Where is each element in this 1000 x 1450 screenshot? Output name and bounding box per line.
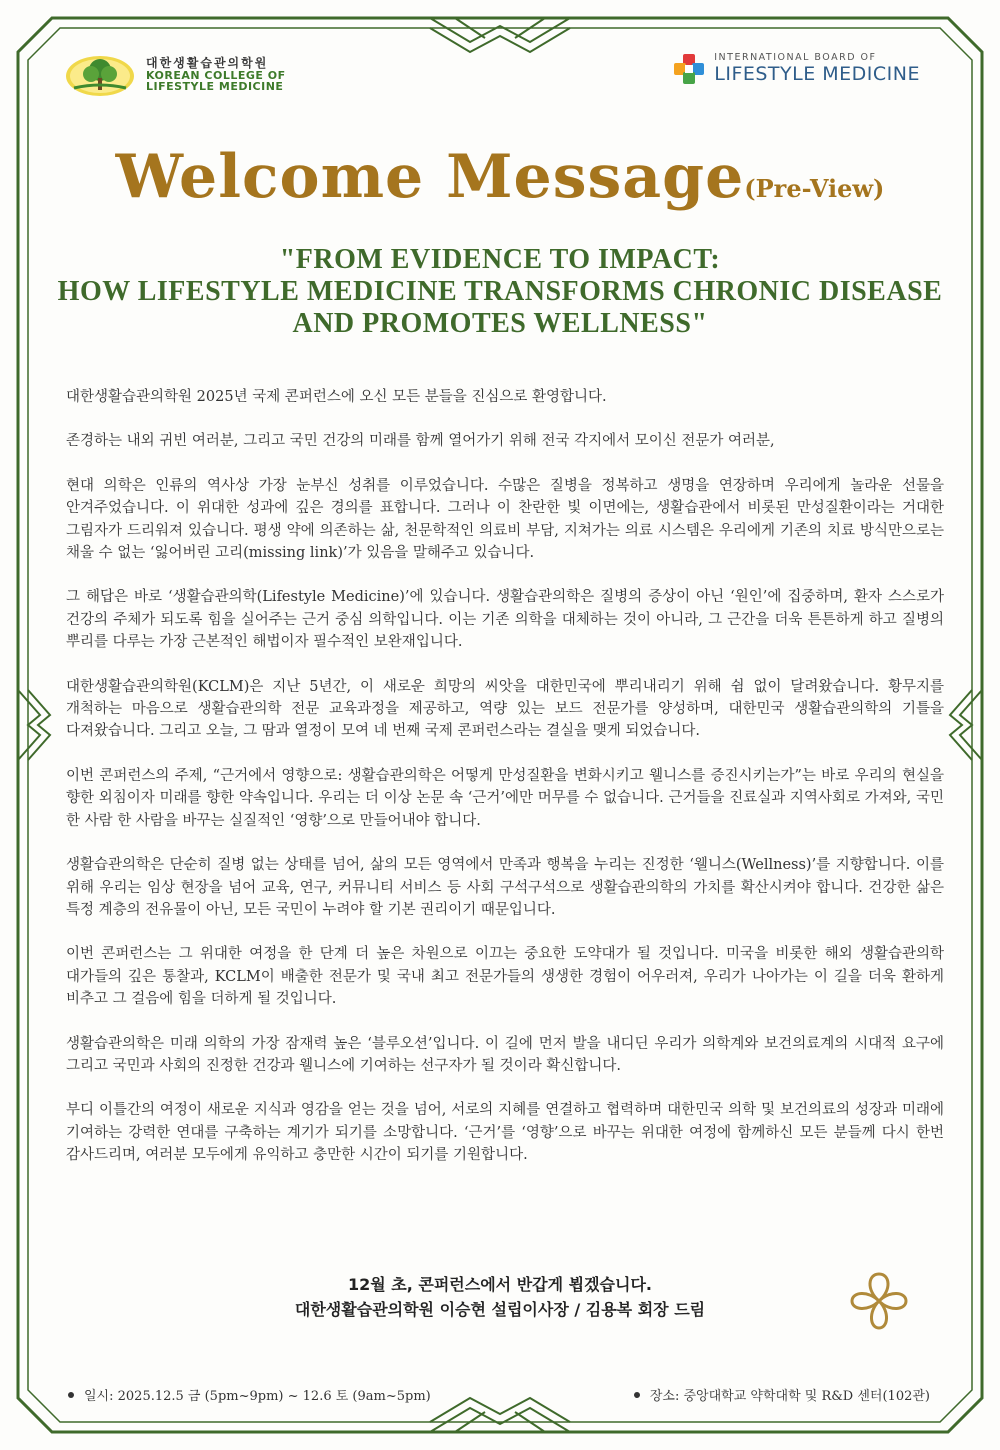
bullet-icon <box>634 1392 640 1398</box>
title-sub: (Pre-View) <box>744 174 885 203</box>
theme-line-1: "FROM EVIDENCE TO IMPACT: <box>279 244 721 275</box>
title-main: Welcome Message <box>115 142 745 212</box>
theme-line-3: AND PROMOTES WELLNESS" <box>292 308 708 339</box>
event-date <box>68 1385 431 1404</box>
paragraph: 생활습관의학은 미래 의학의 가장 잠재력 높은 ‘블루오션’입니다. 이 길에 먼저 발을 내디딘 우리가 의학계와 보건의료계의 시대적 요구에 그리고 국민과 사회의 진정한 건강과 웰니스에 기여하는 선구자가 될 것이라 확신합니다. <box>66 1035 944 1074</box>
kclm-english-line1: KOREAN COLLEGE OF <box>146 68 286 82</box>
paragraph: 현대 의학은 인류의 역사상 가장 눈부신 성취를 이루었습니다. 수많은 질병을 정복하고 생명을 연장하며 우리에게 놀라운 선물을 안겨주었습니다. 이 위대한 성과에 깊은 경의를 표합니다. 그러나 이 찬란한 빛 이면에는, 생활습관에서 비롯된 만성질환이라는 거대한 그림자가 드리워져 있습니다. 평생 약에 의존하는 삶, 천문학적인 의료비 부담, 지쳐가는 의료 시스템은 우리에게 기존의 치료 방식만으로는 채울 수 없는 ‘잃어버린 고리(missing link)’가 있음을 말해주고 있습니다. <box>66 477 944 562</box>
knot-ornament-icon <box>846 1268 912 1334</box>
paragraph: 대한생활습관의학원(KCLM)은 지난 5년간, 이 새로운 희망의 씨앗을 대한민국에 뿌리내리기 위해 쉼 없이 달려왔습니다. 황무지를 개척하는 마음으로 생활습관의학 전문 교육과정을 제공하고, 역량 있는 보드 전문가를 양성하며, 대한민국 생활습관의학의 기틀을 다져왔습니다. 그리고 오늘, 그 땀과 열정이 모여 네 번째 국제 콘퍼런스라는 결실을 맺게 되었습니다. <box>66 678 944 740</box>
paragraph: 생활습관의학은 단순히 질병 없는 상태를 넘어, 삶의 모든 영역에서 만족과 행복을 누리는 진정한 ‘웰니스(Wellness)’를 지향합니다. 이를 위해 우리는 임상 현장을 넘어 교육, 연구, 커뮤니티 서비스 등 사회 구석구석으로 생활습관의학의 가치를 확산시켜야 합니다. 건강한 삶은 특정 계층의 전유물이 아닌, 모든 국민이 누려야 할 기본 권리이기 때문입니다. <box>66 857 944 918</box>
conference-theme <box>40 244 960 340</box>
event-date-text: 일시: 2025.12.5 금 (5pm~9pm) ~ 12.6 토 (9am~5pm) <box>84 1389 431 1404</box>
iblm-line2: LIFESTYLE MEDICINE <box>714 62 920 85</box>
kclm-korean-name: 대한생활습관의학원 <box>146 56 269 71</box>
paragraph: 그 해답은 바로 ‘생활습관의학(Lifestyle Medicine)’에 있습니다. 생활습관의학은 질병의 증상이 아닌 ‘원인’에 집중하며, 환자 스스로가 건강의 주체가 되도록 힘을 실어주는 근거 중심 의학입니다. 이는 기존 의학을 대체하는 것이 아니라, 그 근간을 더욱 튼튼하게 하고 질병의 뿌리를 다루는 가장 근본적인 해법이자 필수적인 보완재입니다. <box>66 589 944 651</box>
paragraph: 부디 이틀간의 여정이 새로운 지식과 영감을 얻는 것을 넘어, 서로의 지혜를 연결하고 협력하며 대한민국 의학 및 보건의료의 성장과 미래에 기여하는 강력한 연대를 구축하는 계기가 되기를 소망합니다. ‘근거’를 ‘영향’으로 바꾸는 위대한 여정에 함께하신 모든 분들께 다시 한번 감사드리며, 여러분 모두에게 유익하고 충만한 시간이 되기를 기원합니다. <box>66 1102 944 1164</box>
board-logo-icon <box>672 52 706 86</box>
iblm-logo <box>672 52 920 86</box>
page-title <box>0 142 1000 212</box>
theme-line-2: HOW LIFESTYLE MEDICINE TRANSFORMS CHRONIC DISEASE <box>57 276 943 307</box>
event-venue-text: 장소: 중앙대학교 약학대학 및 R&D 센터(102관) <box>649 1389 930 1404</box>
tree-icon <box>64 52 136 98</box>
kclm-logo <box>64 52 286 98</box>
paragraph: 이번 콘퍼런스는 그 위대한 여정을 한 단계 더 높은 차원으로 이끄는 중요한 도약대가 될 것입니다. 미국을 비롯한 해외 생활습관의학 대가들의 깊은 통찰과, KCLM이 배출한 전문가 및 국내 최고 전문가들의 생생한 경험이 어우러져, 우리가 나아가는 이 길을 더욱 환하게 비추고 그 걸음에 힘을 더하게 될 것입니다. <box>66 946 944 1008</box>
closing-line-1: 12월 초, 콘퍼런스에서 반갑게 뵙겠습니다. <box>348 1275 652 1294</box>
paragraph: 이번 콘퍼런스의 주제, “근거에서 영향으로: 생활습관의학은 어떻게 만성질환을 변화시키고 웰니스를 증진시키는가”는 바로 우리의 현실을 향한 외침이자 미래를 향한 약속입니다. 우리는 더 이상 논문 속 ‘근거’에만 머무를 수 없습니다. 근거들을 진료실과 지역사회로 가져와, 국민 한 사람 한 사람을 바꾸는 실질적인 ‘영향’으로 만들어내야 합니다. <box>66 767 944 829</box>
paragraph: 존경하는 내외 귀빈 여러분, 그리고 국민 건강의 미래를 함께 열어가기 위해 전국 각지에서 모이신 전문가 여러분, <box>66 433 775 450</box>
message-body <box>66 386 944 1189</box>
paragraph: 대한생활습관의학원 2025년 국제 콘퍼런스에 오신 모든 분들을 진심으로 환영합니다. <box>66 389 607 405</box>
closing-line-2: 대한생활습관의학원 이승현 설립이사장 / 김용복 회장 드림 <box>294 1300 706 1319</box>
event-venue <box>634 1385 930 1404</box>
iblm-line1: INTERNATIONAL BOARD OF <box>714 52 877 64</box>
bullet-icon <box>68 1392 74 1398</box>
kclm-english-line2: LIFESTYLE MEDICINE <box>146 80 284 94</box>
